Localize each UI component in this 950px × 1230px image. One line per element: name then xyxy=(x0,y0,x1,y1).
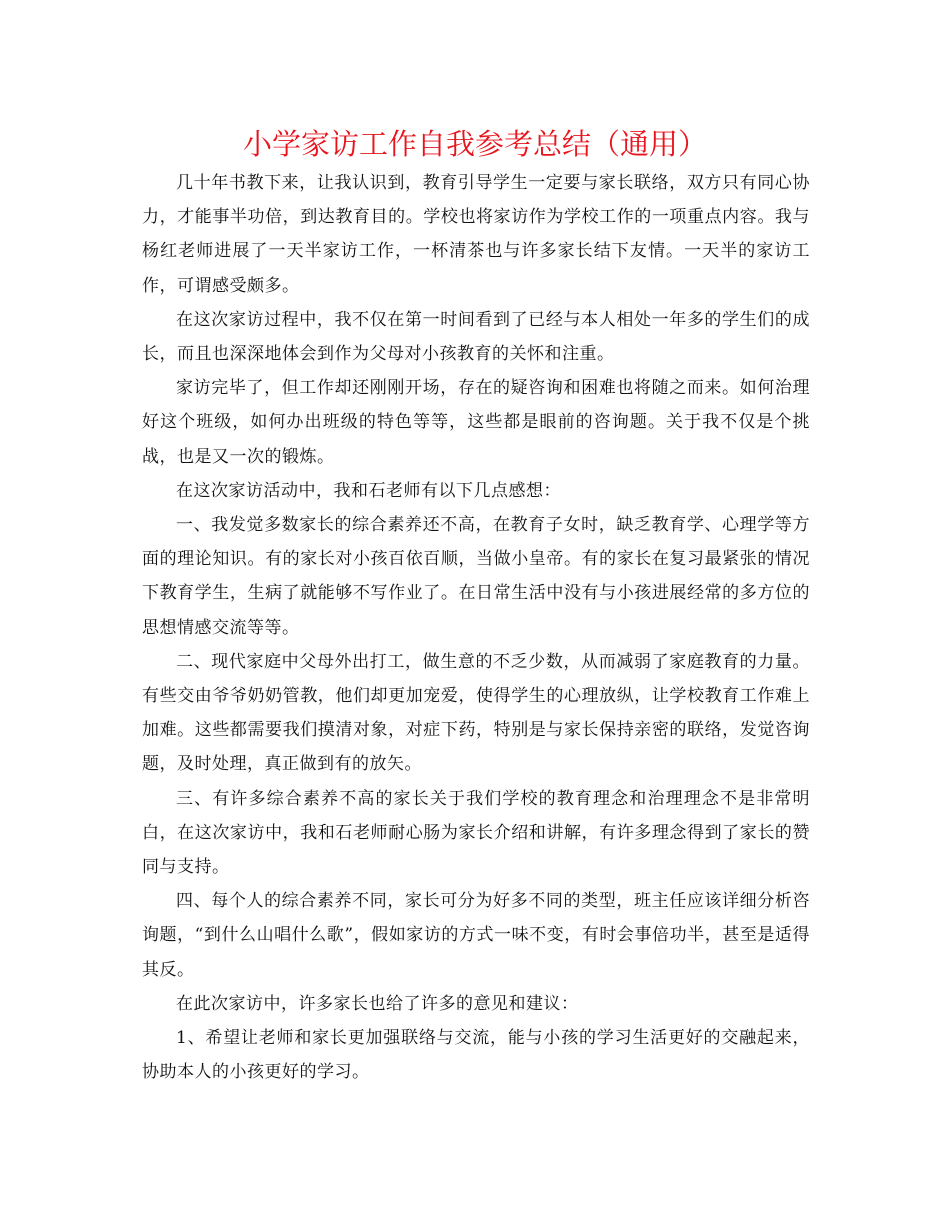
document-body xyxy=(142,166,810,1089)
paragraph: 一、我发觉多数家长的综合素养还不高，在教育子女时，缺乏教育学、心理学等方面的理论知识。有的家长对小孩百依百顺，当做小皇帝。有的家长在复习最紧张的情况下教育学生，生病了就能够不写作业了。在日常生活中没有与小孩进展经常的多方位的思想情感交流等等。 xyxy=(142,515,810,638)
paragraph: 二、现代家庭中父母外出打工，做生意的不乏少数，从而减弱了家庭教育的力量。有些交由爷爷奶奶管教，他们却更加宠爱，使得学生的心理放纵，让学校教育工作难上加难。这些都需要我们摸清对象，对症下药，特别是与家长保持亲密的联络，发觉咨询题，及时处理，真正做到有的放矢。 xyxy=(142,651,810,775)
document-title: 小学家访工作自我参考总结（通用） xyxy=(242,127,707,161)
paragraph: 在这次家访活动中，我和石老师有以下几点感想： xyxy=(176,480,561,501)
paragraph: 1、希望让老师和家长更加强联络与交流，能与小孩的学习生活更好的交融起来，协助本人的小孩更好的学习。 xyxy=(142,1028,810,1083)
paragraph: 家访完毕了，但工作却还刚刚开场，存在的疑咨询和困难也将随之而来。如何治理好这个班级，如何办出班级的特色等等，这些都是眼前的咨询题。关于我不仅是个挑战，也是又一次的锻炼。 xyxy=(142,378,810,467)
paragraph: 在这次家访过程中，我不仅在第一时间看到了已经与本人相处一年多的学生们的成长，而且也深深地体会到作为父母对小孩教育的关怀和注重。 xyxy=(142,309,810,365)
paragraph: 几十年书教下来，让我认识到，教育引导学生一定要与家长联络，双方只有同心协力，才能事半功倍，到达教育目的。学校也将家访作为学校工作的一项重点内容。我与杨红老师进展了一天半家访工作，一杯清茶也与许多家长结下友情。一天半的家访工作，可谓感受颇多。 xyxy=(142,173,810,296)
paragraph: 在此次家访中，许多家长也给了许多的意见和建议： xyxy=(176,993,579,1014)
paragraph: 三、有许多综合素养不高的家长关于我们学校的教育理念和治理理念不是非常明白，在这次家访中，我和石老师耐心肠为家长介绍和讲解，有许多理念得到了家长的赞同与支持。 xyxy=(142,788,810,878)
paragraph: 四、每个人的综合素养不同，家长可分为好多不同的类型，班主任应该详细分析咨询题，“到什么山唱什么歌”，假如家访的方式一味不变，有时会事倍功半，甚至是适得其反。 xyxy=(142,891,810,980)
